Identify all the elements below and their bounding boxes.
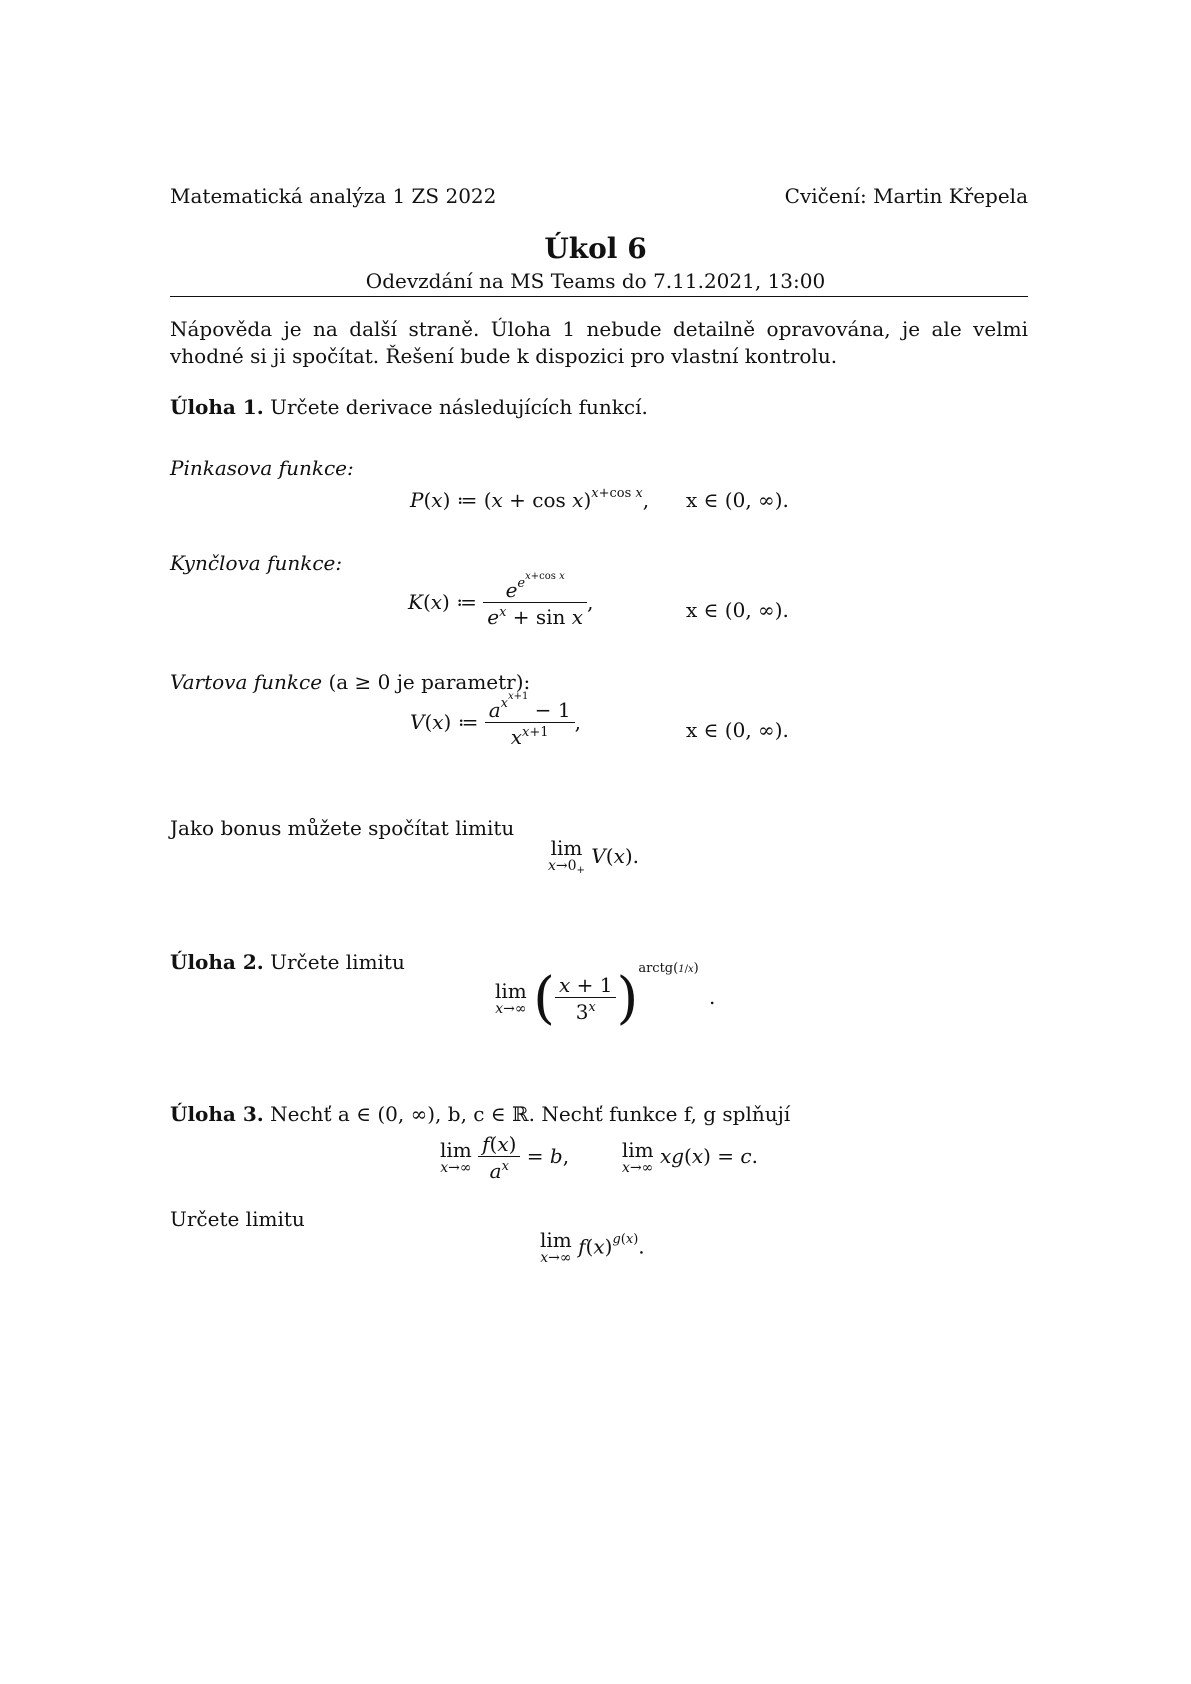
task3-ask: Určete limitu [170,1207,305,1231]
bonus-limit: lim $x\to 0_+$ V(x). [548,836,640,876]
course-name: Matematická analýza 1 ZS 2022 [170,184,497,208]
task2-heading [170,950,405,974]
vart-name: Vartova funkce [170,670,323,694]
kynčl-domain: x ∈ (0, ∞). [686,598,789,622]
task1-heading [170,395,648,419]
task3-heading [170,1102,790,1126]
pinkas-domain: x ∈ (0, ∞). [686,488,789,512]
vart-heading [170,670,530,694]
kynčl-name: Kynčlova funkce: [170,551,343,575]
page-subtitle: Odevzdání na MS Teams do 7.11.2021, 13:00 [365,269,826,293]
task3-label: Úloha 3. [170,1102,264,1126]
vart-domain: x ∈ (0, ∞). [686,718,789,742]
task3-limit: lim x→∞ $f(x)^{g(x)}$. [540,1228,645,1266]
task2-limit: lim x→∞ ( $\frac{x + 1}{3^x}$ )$^{arctg(1/x)}$ . [495,961,716,1031]
vart-note: (a ≥ 0 je parametr): [328,670,531,694]
task2-text: Určete limitu [270,950,405,974]
kynčl-formula: K(x) ≔ $\frac{e^{e^{x+cos x}}}{e^x + \sin x}$ , [408,571,594,629]
task1-label: Úloha 1. [170,395,264,419]
instructor-name: Cvičení: Martin Křepela [784,184,1028,208]
task1-text: Určete derivace následujících funkcí. [270,395,648,419]
task3-text: Nechť a ∈ (0, ∞), b, c ∈ ℝ. Nechť funkce f, g splňují [270,1102,791,1126]
vart-formula: V(x) ≔ $\frac{a^{x^{x+1}} - 1}{x^{x+1}}$ , [410,691,581,749]
bonus-text: Jako bonus můžete spočítat limitu [170,816,515,840]
pinkas-formula: P(x) ≔ $(x + \cos x)^{x+cos x}$, [410,486,650,512]
pinkas-name: Pinkasova funkce: [170,456,354,480]
header-rule [170,296,1028,297]
page-title: Úkol 6 [544,232,647,265]
intro-paragraph: Nápověda je na další straně. Úloha 1 nebude detailně opravována, je ale velmi vhodné si ji spočítat. Řešení bude k dispozici pro vlastní kontrolu. [170,317,1028,368]
task3-conditions: lim x→∞ $\frac{f(x)}{a^x}$ = b, lim x→∞ xg(x) = c. [440,1132,758,1183]
task2-label: Úloha 2. [170,950,264,974]
